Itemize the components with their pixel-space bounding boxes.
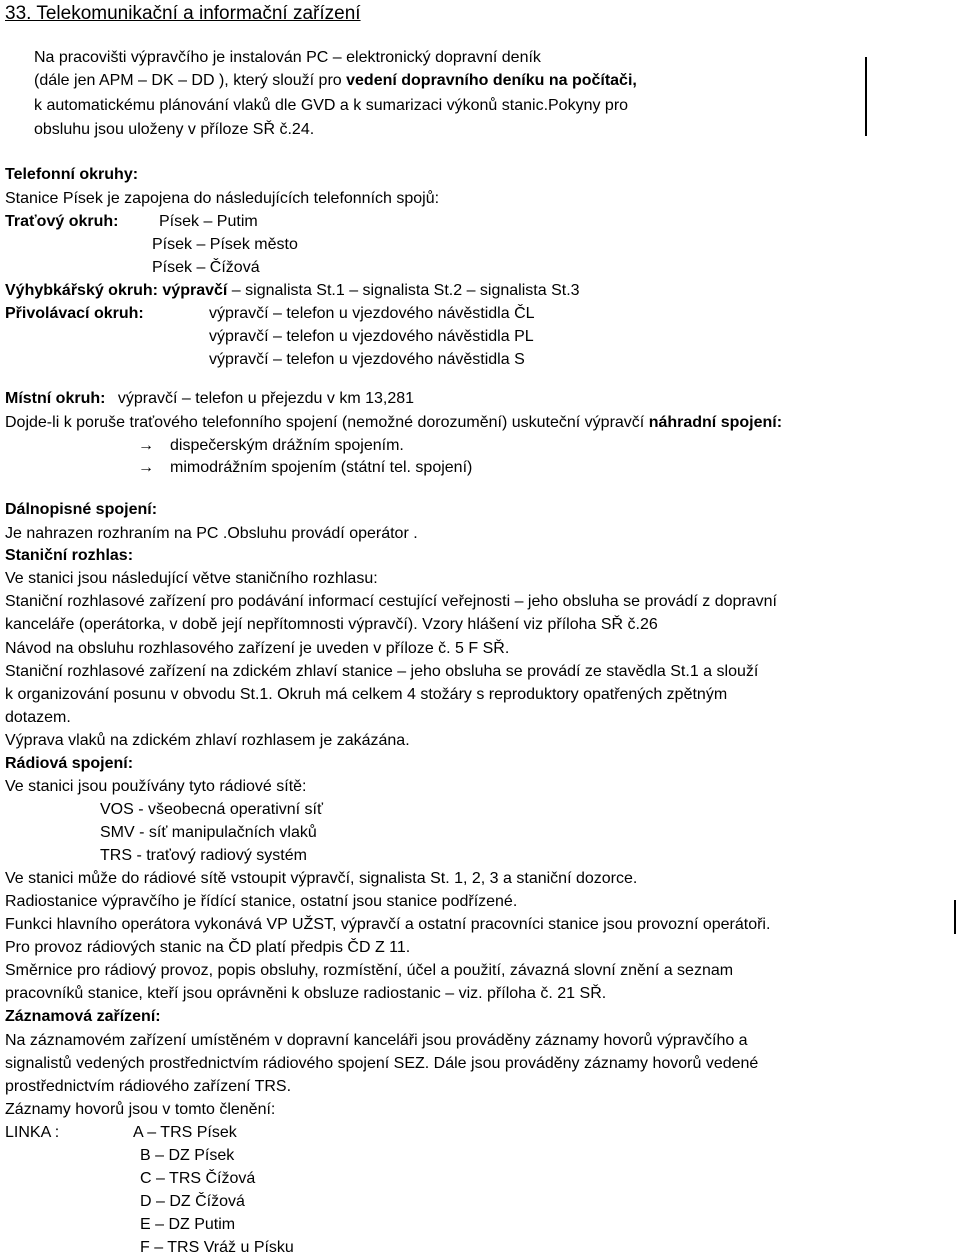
zaznam-line: Záznamy hovorů jsou v tomto členění: bbox=[5, 1101, 276, 1118]
mistni-label: Místní okruh: bbox=[5, 390, 106, 407]
linka-item: F – TRS Vráž u Písku bbox=[140, 1239, 294, 1256]
intro-line-2-bold: vedení dopravního deníku na počítači, bbox=[346, 72, 637, 89]
radio-heading: Rádiová spojení: bbox=[5, 755, 134, 772]
privol-label: Přivolávací okruh: bbox=[5, 305, 144, 322]
linka-item: E – DZ Putim bbox=[140, 1216, 236, 1233]
intro-line-2-text: (dále jen APM – DK – DD ), který slouží pro bbox=[34, 72, 347, 89]
zaznam-line: signalistů vedených prostřednictvím rádiového spojení SEZ. Dále jsou prováděny záznamy hovorů vedené bbox=[5, 1055, 759, 1072]
mistni-line bbox=[5, 388, 414, 409]
intro-line-1: Na pracovišti výpravčího je instalován PC – elektronický dopravní deník bbox=[34, 49, 541, 66]
radio-line: Ve stanici jsou používány tyto rádiové sítě: bbox=[5, 778, 307, 795]
radio-line: pracovníků stanice, kteří jsou oprávněni k obsluze radiostanic – viz. příloha č. 21 SŘ. bbox=[5, 985, 607, 1002]
dojde-line bbox=[5, 412, 782, 433]
intro-line-3: k automatickému plánování vlaků dle GVD a k sumarizaci výkonů stanic.Pokyny pro bbox=[34, 97, 629, 114]
rozhlas-line: Návod na obsluhu rozhlasového zařízení je uveden v příloze č. 5 F SŘ. bbox=[5, 640, 510, 657]
phone-heading: Telefonní okruhy: bbox=[5, 166, 139, 183]
change-bar bbox=[865, 57, 867, 136]
vyhyb-rest: – signalista St.1 – signalista St.2 – signalista St.3 bbox=[227, 282, 580, 299]
radio-line: Radiostanice výpravčího je řídící stanice, ostatní jsou stanice podřízené. bbox=[5, 893, 518, 910]
trat-item: Písek – Písek město bbox=[152, 236, 298, 253]
dojde-bold: náhradní spojení: bbox=[648, 414, 783, 431]
vyhyb-label: Výhybkářský okruh: výpravčí bbox=[5, 282, 228, 299]
linka-item: C – TRS Čížová bbox=[140, 1170, 256, 1187]
privol-item: výpravčí – telefon u vjezdového návěstidla PL bbox=[209, 328, 534, 345]
linka-label: LINKA : bbox=[5, 1124, 60, 1141]
alt-line-1 bbox=[138, 435, 404, 456]
linka-item: B – DZ Písek bbox=[140, 1147, 235, 1164]
change-bar bbox=[954, 900, 956, 934]
trat-item: Písek – Putim bbox=[159, 213, 258, 230]
zaznam-heading: Záznamová zařízení: bbox=[5, 1008, 161, 1025]
mistni-value: výpravčí – telefon u přejezdu v km 13,281 bbox=[117, 390, 415, 407]
zaznam-line: Na záznamovém zařízení umístěném v dopravní kanceláři jsou prováděny záznamy hovorů výpravčího a bbox=[5, 1032, 748, 1049]
arrow-icon: → bbox=[138, 437, 154, 454]
trat-item: Písek – Čížová bbox=[152, 259, 260, 276]
intro-line-2 bbox=[34, 70, 637, 91]
linka-item: D – DZ Čížová bbox=[140, 1193, 245, 1210]
rozhlas-line: Ve stanici jsou následující větve staničního rozhlasu: bbox=[5, 570, 378, 587]
rozhlas-line: k organizování posunu v obvodu St.1. Okruh má celkem 4 stožáry s reproduktory opatřených zpětným bbox=[5, 686, 728, 703]
alt-text: mimodrážním spojením (státní tel. spojení) bbox=[170, 459, 473, 476]
dalno-text: Je nahrazen rozhraním na PC .Obsluhu provádí operátor . bbox=[5, 525, 418, 542]
radio-net: VOS - všeobecná operativní síť bbox=[100, 801, 323, 818]
radio-line: Pro provoz rádiových stanic na ČD platí předpis ČD Z 11. bbox=[5, 939, 411, 956]
zaznam-line: prostřednictvím rádiového zařízení TRS. bbox=[5, 1078, 292, 1095]
rozhlas-line: Výprava vlaků na zdickém zhlaví rozhlasem je zakázána. bbox=[5, 732, 410, 749]
radio-net: TRS - traťový radiový systém bbox=[100, 847, 307, 864]
dojde-text: Dojde-li k poruše traťového telefonního spojení (nemožné dorozumění) uskuteční výpravčí bbox=[5, 414, 649, 431]
trat-label: Traťový okruh: bbox=[5, 213, 119, 230]
rozhlas-line: Staniční rozhlasové zařízení pro podávání informací cestující veřejnosti – jeho obsluha se provádí z dopravní bbox=[5, 593, 777, 610]
radio-line: Směrnice pro rádiový provoz, popis obsluhy, rozmístění, účel a použití, závazná slovní znění a seznam bbox=[5, 962, 734, 979]
rozhlas-heading: Staniční rozhlas: bbox=[5, 547, 134, 564]
rozhlas-line: Staniční rozhlasové zařízení na zdickém zhlaví stanice – jeho obsluha se provádí ze stavědla St.1 a slouží bbox=[5, 663, 759, 680]
radio-line: Ve stanici může do rádiové sítě vstoupit výpravčí, signalista St. 1, 2, 3 a staniční dozorce. bbox=[5, 870, 638, 887]
arrow-icon: → bbox=[138, 459, 154, 476]
alt-text: dispečerským drážním spojením. bbox=[170, 437, 404, 454]
radio-net: SMV - síť manipulačních vlaků bbox=[100, 824, 317, 841]
intro-line-4: obsluhu jsou uloženy v příloze SŘ č.24. bbox=[34, 121, 315, 138]
vyhyb-line bbox=[5, 280, 580, 301]
radio-line: Funkci hlavního operátora vykonává VP UŽST, výpravčí a ostatní pracovníci stanice jsou provozní operátoři. bbox=[5, 916, 771, 933]
linka-item: A – TRS Písek bbox=[133, 1124, 237, 1141]
dalno-heading: Dálnopisné spojení: bbox=[5, 501, 158, 518]
rozhlas-line: kanceláře (operátorka, v době její nepřítomnosti výpravčí). Vzory hlášení viz příloha SŘ č.26 bbox=[5, 616, 658, 633]
rozhlas-line: dotazem. bbox=[5, 709, 71, 726]
page-title: 33. Telekomunikační a informační zařízení bbox=[5, 3, 361, 24]
privol-item: výpravčí – telefon u vjezdového návěstidla S bbox=[209, 351, 525, 368]
alt-line-2 bbox=[138, 457, 472, 478]
privol-item: výpravčí – telefon u vjezdového návěstidla ČL bbox=[209, 305, 535, 322]
phone-intro: Stanice Písek je zapojena do následujících telefonních spojů: bbox=[5, 190, 440, 207]
